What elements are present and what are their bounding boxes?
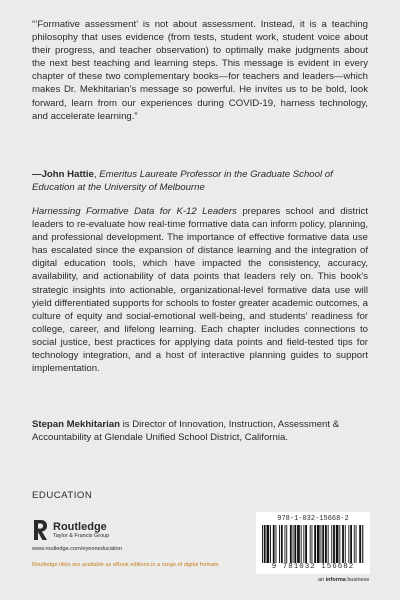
category-label: EDUCATION — [32, 490, 93, 501]
barcode-bar — [331, 525, 332, 563]
barcode-bar — [317, 525, 320, 563]
barcode-bar — [339, 525, 340, 563]
barcode-bar — [348, 525, 349, 563]
barcode-bar — [342, 525, 344, 563]
barcode-bar — [301, 525, 302, 563]
barcode-bar — [321, 525, 322, 563]
barcode-bar — [293, 525, 294, 563]
informa-business-label: an informa business — [318, 577, 370, 583]
barcode-bar — [362, 525, 363, 563]
barcode-bar — [262, 525, 263, 563]
author-name: Stepan Mekhitarian — [32, 419, 120, 430]
informa-brand: informa — [325, 577, 346, 583]
barcode-bar — [333, 525, 335, 563]
barcode-icon — [262, 525, 364, 563]
barcode-bar — [359, 525, 361, 563]
barcode-bar — [354, 525, 355, 563]
barcode-bar — [328, 525, 329, 563]
endorser-role: Emeritus Laureate Professor in the Graduate School of Education at the University of Melbourne — [32, 169, 333, 194]
barcode-bar — [264, 525, 266, 563]
isbn-number: 978-1-032-15668-2 — [277, 515, 349, 523]
barcode-bar — [314, 525, 316, 563]
barcode-bar — [350, 525, 352, 563]
publisher-website: www.routledge.com/eyeoneducation — [32, 546, 122, 552]
barcode-bar — [305, 525, 307, 563]
endorser-name: —John Hattie — [32, 169, 94, 180]
book-description — [32, 205, 368, 375]
publisher-name: Routledge — [53, 520, 107, 533]
barcode-bar — [294, 525, 296, 563]
routledge-r-icon — [32, 519, 48, 541]
isbn-barcode — [256, 512, 370, 574]
book-title: Harnessing Formative Data for K-12 Leaders — [32, 206, 237, 217]
barcode-bar — [336, 525, 339, 563]
barcode-bar — [285, 525, 286, 563]
barcode-bar — [267, 525, 270, 563]
description-body: prepares school and district leaders to re-evaluate how real-time formative data can inform policy, planning, and professional development. The importance of effective formative data use has escalated since the expansion of distance learning and the integration of digital education tools, which have impacted the consistency, accuracy, availability, and actionability of data points that leaders rely on. This book’s strategic insights into actionable, organizational-level formative data use will yield differentiated supports for schools to foster greater academic outcomes, a culture of equity and social-emotional well-being, and students’ readiness for college, career, and lifelong learning. Each chapter includes connections to social justice, best practices for applying data points and field-tested tips for technology integration, and a host of interactive planning guides to support implementation. — [32, 206, 369, 375]
barcode-bar — [325, 525, 327, 563]
barcode-bar — [290, 525, 292, 563]
barcode-bar — [356, 525, 357, 563]
author-bio-text: is Director of Innovation, Instruction, Assessment & Accountability at Glendale Unified School District, California. — [32, 419, 340, 444]
barcode-bar — [312, 525, 313, 563]
barcode-bar — [345, 525, 346, 563]
publisher-logo — [32, 519, 109, 541]
barcode-bar — [279, 525, 280, 563]
publisher-group: Taylor & Francis Group — [53, 532, 110, 539]
barcode-bar — [322, 525, 324, 563]
isbn-digits: 9 781032 156682 — [271, 563, 355, 571]
ebook-note: Routledge titles are available as eBook editions in a range of digital formats — [32, 562, 219, 568]
author-bio — [32, 418, 368, 444]
barcode-bar — [297, 525, 300, 563]
barcode-bar — [303, 525, 304, 563]
barcode-bar — [310, 525, 311, 563]
barcode-bar — [286, 525, 287, 563]
barcode-bar — [276, 525, 277, 563]
barcode-bar — [281, 525, 283, 563]
endorsement-quote: “‘Formative assessment’ is not about assessment. Instead, it is a teaching philosophy that uses evidence (from tests, student work, student voice about their progress, and teacher observation) to optimally make judgments about the next best teaching and learning steps. This message is evident in every chapter of these two complementary books—for teachers and leaders—which makes Dr. Mekhitarian’s message so powerful. He invites us to be bold, look forward, learn from our experiences during COVID-19, harness technology, and accelerate learning.” — [32, 19, 368, 122]
barcode-bar — [270, 525, 271, 563]
endorsement-attribution: —John Hattie, Emeritus Laureate Professor in the Graduate School of Education at the University of Melbourne — [32, 169, 333, 194]
barcode-bar — [273, 525, 275, 563]
